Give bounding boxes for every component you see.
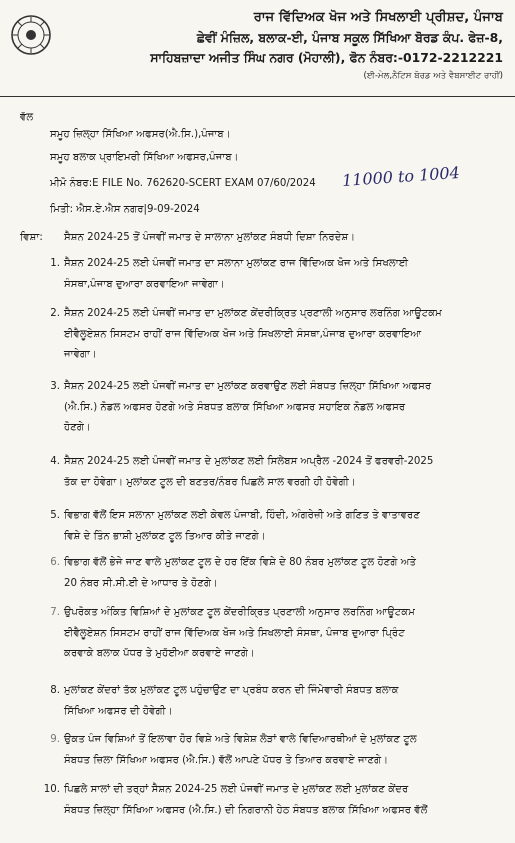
item-line: ਵਿਸ਼ੇ ਦੇ ਤਿੰਨ ਭਾਸ਼ੀ ਮੁਲਾਂਕਣ ਟੂਲ ਤਿਆਰ ਕੀਤੇ ਜਾਣਗੇ। — [64, 530, 266, 542]
item-line: 20 ਨੰਬਰ ਸੀ.ਸੀ.ਈ ਦੇ ਆਧਾਰ ਤੇ ਹੋਣਗੇ। — [64, 577, 218, 589]
item-line: (ਐ.ਸਿ.) ਨੋਡਲ ਅਫਸਰ ਹੋਣਗੇ ਅਤੇ ਸੰਬਧਤ ਬਲਾਕ ਸਿੱਖਿਆ ਅਫਸਰ ਸਹਾਇਕ ਨੋਡਲ ਅਫਸਰ — [64, 401, 406, 413]
item-line: ਵਿਭਾਗ ਵੱਲੋਂ ਇਸ ਸਲਾਨਾ ਮੁਲਾਂਕਣ ਲਈ ਕੇਵਲ ਪੰਜਾਬੀ, ਹਿੰਦੀ, ਅੰਗਰੇਜ਼ੀ ਅਤੇ ਗਣਿਤ ਤੇ ਵਾਤਾਵਰਣ — [64, 510, 421, 521]
item-number: 2. — [50, 308, 60, 319]
to-label: ਵੱਲ — [20, 112, 34, 123]
item-number: 6. — [50, 557, 60, 568]
item-line: ਸਿੱਖਿਆ ਅਫਸਰ ਦੀ ਹੋਵੇਗੀ। — [64, 705, 173, 717]
list-item — [50, 452, 494, 493]
org-address: ਛੇਵੀਂ ਮੰਜ਼ਿਲ, ਬਲਾਕ-ਈ, ਪੰਜਾਬ ਸਕੂਲ ਸਿੱਖਿਆ ਬੋਰਡ ਕੰਪ. ਫੇਜ਼-8, — [196, 30, 503, 45]
item-line: ਸੰਸਥਾ,ਪੰਜਾਬ ਦੁਆਰਾ ਕਰਵਾਇਆ ਜਾਵੇਗਾ। — [64, 278, 225, 290]
item-line: ਜਾਵੇਗਾ। — [64, 349, 97, 360]
list-item — [43, 780, 494, 821]
subject-text: ਸੈਸ਼ਨ 2024-25 ਤੋਂ ਪੰਜਵੀਂ ਜਮਾਤ ਦੇ ਸਾਲਾਨਾ ਮੁਲਾਂਕਣ ਸੰਬਧੀ ਦਿਸ਼ਾ ਨਿਰਦੇਸ਼। — [64, 232, 356, 243]
memo-number: ਮੀਮੋ ਨੰਬਰ:E FILE No. 762620-SCERT EXAM 07/60/2024 — [50, 178, 316, 189]
item-line: ਸੈਸ਼ਨ 2024-25 ਲਈ ਪੰਜਵੀਂ ਜਮਾਤ ਦੇ ਮੁਲਾਂਕਣ ਲਈ ਸਿਲੇਬਸ ਅਪ੍ਰੈਲ -2024 ਤੋਂ ਫਰਵਰੀ-2025 — [64, 456, 434, 467]
item-line: ਤੱਕ ਦਾ ਹੋਵੇਗਾ। ਮੁਲਾਂਕਣ ਟੂਲ ਦੀ ਬਣਤਰ/ਨੰਬਰ ਪਿਛਲੇ ਸਾਲ ਵਰਗੀ ਹੀ ਹੋਵੇਗੀ। — [64, 476, 356, 488]
dispatch-note: (ਈ-ਮੇਲ,ਨੈਟਿਸ ਬੋਰਡ ਅਤੇ ਵੈਬਸਾਈਟ ਰਾਹੀਂ) — [363, 71, 503, 81]
item-line: ਸੰਬਧਤ ਜ਼ਿਲ੍ਹਾ ਸਿੱਖਿਆ ਅਫਸਰ (ਐ.ਸਿ.) ਦੀ ਨਿਗਰਾਨੀ ਹੇਠ ਸੰਬਧਤ ਬਲਾਕ ਸਿੱਖਿਆ ਅਫਸਰ ਵੱਲੋਂ — [64, 804, 428, 816]
item-number: 4. — [50, 456, 60, 467]
list-item — [50, 304, 494, 366]
item-number: 5. — [50, 510, 60, 521]
item-line: ਮੁਲਾਂਕਣ ਕੇਂਦਰਾਂ ਤੱਕ ਮੁਲਾਂਕਣ ਟੂਲ ਪਹੁੰਚਾਉਣ ਦਾ ਪ੍ਰਬੰਧ ਕਰਨ ਦੀ ਜਿੰਮੇਵਾਰੀ ਸੰਬਧਤ ਬਲਾਕ — [64, 685, 399, 696]
item-number: 3. — [50, 381, 60, 392]
handwritten-annotation: 11000 to 1004 — [341, 162, 461, 191]
list-item — [50, 506, 494, 547]
recipient-line: ਸਮੂਹ ਜ਼ਿਲ੍ਹਾ ਸਿੱਖਿਆ ਅਫਸਰ(ਐ.ਸਿ.),ਪੰਜਾਬ। — [50, 129, 231, 140]
list-item — [50, 254, 494, 295]
item-line: ਸੈਸ਼ਨ 2024-25 ਲਈ ਪੰਜਵੀਂ ਜਮਾਤ ਦਾ ਸਲਾਨਾ ਮੁਲਾਂਕਣ ਰਾਜ ਵਿੱਦਿਅਕ ਖੋਜ ਅਤੇ ਸਿਖਲਾਈ — [64, 258, 409, 269]
memo-date: ਮਿਤੀ: ਐਸ.ਏ.ਐਸ ਨਗਰ|9-09-2024 — [50, 204, 200, 215]
item-line: ਉਪਰੋਕਤ ਅੰਕਿਤ ਵਿਸ਼ਿਆਂ ਦੇ ਮੁਲਾਂਕਣ ਟੂਲ ਕੇਂਦਰੀਕ੍ਰਿਤ ਪ੍ਰਣਾਲੀ ਅਨੁਸਾਰ ਲਰਨਿੰਗ ਆਊਟਕਮ — [64, 607, 415, 618]
item-line: ਸੈਸ਼ਨ 2024-25 ਲਈ ਪੰਜਵੀਂ ਜਮਾਤ ਦਾ ਮੁਲਾਂਕਣ ਕੇਂਦਰੀਕ੍ਰਿਤ ਪ੍ਰਣਾਲੀ ਅਨੁਸਾਰ ਲਰਨਿੰਗ ਆਊਟਕਮ — [64, 308, 442, 319]
item-number: 9. — [50, 734, 60, 745]
item-line: ਸੰਬਧਤ ਜ਼ਿਲਾ ਸਿੱਖਿਆ ਅਫਸਰ (ਐ.ਸਿ.) ਵੱਲੋਂ ਆਪਣੇ ਪੱਧਰ ਤੇ ਤਿਆਰ ਕਰਵਾਏ ਜਾਣਗੇ। — [64, 754, 389, 766]
item-number: 10. — [43, 784, 60, 795]
recipient-line: ਸਮੂਹ ਬਲਾਕ ਪ੍ਰਾਇਮਰੀ ਸਿੱਖਿਆ ਅਫਸਰ,ਪੰਜਾਬ। — [50, 152, 239, 163]
item-line: ਉਕਤ ਪੰਜ ਵਿਸ਼ਿਆਂ ਤੋਂ ਇਲਾਵਾ ਹੋਰ ਵਿਸ਼ੇ ਅਤੇ ਵਿਸ਼ੇਸ਼ ਲੋੜਾਂ ਵਾਲੇ ਵਿਦਿਆਰਥੀਆਂ ਦੇ ਮੁਲਾਂਕਣ ਟੂਲ — [64, 734, 417, 745]
item-number: 1. — [50, 258, 60, 269]
list-item — [50, 603, 494, 665]
item-line: ਹੋਣਗੇ। — [64, 422, 91, 433]
item-line: ਸੈਸ਼ਨ 2024-25 ਲਈ ਪੰਜਵੀਂ ਜਮਾਤ ਦਾ ਮੁਲਾਂਕਣ ਕਰਵਾਉਣ ਲਈ ਸੰਬਧਤ ਜ਼ਿਲ੍ਹਾ ਸਿੱਖਿਆ ਅਫਸਰ — [64, 381, 432, 392]
item-line: ਈਵੈਲੂਏਸ਼ਨ ਸਿਸਟਮ ਰਾਹੀਂ ਰਾਜ ਵਿੱਦਿਅਕ ਖੋਜ ਅਤੇ ਸਿਖਲਾਈ ਸੰਸਥਾ,ਪੰਜਾਬ ਦੁਆਰਾ ਕਰਵਾਇਆ — [64, 328, 422, 340]
org-contact: ਸਾਹਿਬਜ਼ਾਦਾ ਅਜੀਤ ਸਿੰਘ ਨਗਰ (ਮੋਹਾਲੀ), ਫੋਨ ਨੰਬਰ:-0172-2212221 — [150, 50, 503, 65]
item-number: 8. — [50, 685, 60, 696]
list-item — [50, 377, 494, 439]
item-line: ਕਰਵਾਕੇ ਬਲਾਕ ਪੱਧਰ ਤੇ ਮੁਹੱਈਆ ਕਰਵਾਏ ਜਾਣਗੇ। — [64, 648, 255, 659]
letterhead — [63, 8, 503, 84]
item-line: ਪਿਛਲੇ ਸਾਲਾਂ ਦੀ ਤਰ੍ਹਾਂ ਸੈਸ਼ਨ 2024-25 ਲਈ ਪੰਜਵੀਂ ਜਮਾਤ ਦੇ ਮੁਲਾਂਕਣ ਲਈ ਮੁਲਾਂਕਣ ਕੇਂਦਰ — [64, 784, 409, 795]
scert-emblem-icon — [10, 14, 52, 56]
item-line: ਵਿਭਾਗ ਵੱਲੋਂ ਭੇਜੇ ਜਾਣ ਵਾਲੇ ਮੁਲਾਂਕਣ ਟੂਲ ਦੇ ਹਰ ਇੱਕ ਵਿਸ਼ੇ ਦੇ 80 ਨੰਬਰ ਮੁਲਾਂਕਣ ਟੂਲ ਹੋਣਗੇ ਅਤੇ — [64, 557, 416, 568]
list-item — [50, 553, 494, 594]
list-item — [50, 681, 494, 722]
header-divider — [0, 96, 515, 97]
subject-label: ਵਿਸ਼ਾ: — [20, 232, 43, 243]
org-name: ਰਾਜ ਵਿੱਦਿਅਕ ਖੋਜ ਅਤੇ ਸਿਖਲਾਈ ਪ੍ਰੀਸ਼ਦ, ਪੰਜਾਬ — [253, 10, 503, 25]
item-number: 7. — [50, 607, 60, 618]
list-item — [50, 730, 494, 771]
item-line: ਈਵੈਲੂਏਸ਼ਨ ਸਿਸਟਮ ਰਾਹੀਂ ਰਾਜ ਵਿੱਦਿਅਕ ਖੋਜ ਅਤੇ ਸਿਖਲਾਈ ਸੰਸਥਾ, ਪੰਜਾਬ ਦੁਆਰਾ ਪ੍ਰਿੰਟ — [64, 627, 405, 639]
